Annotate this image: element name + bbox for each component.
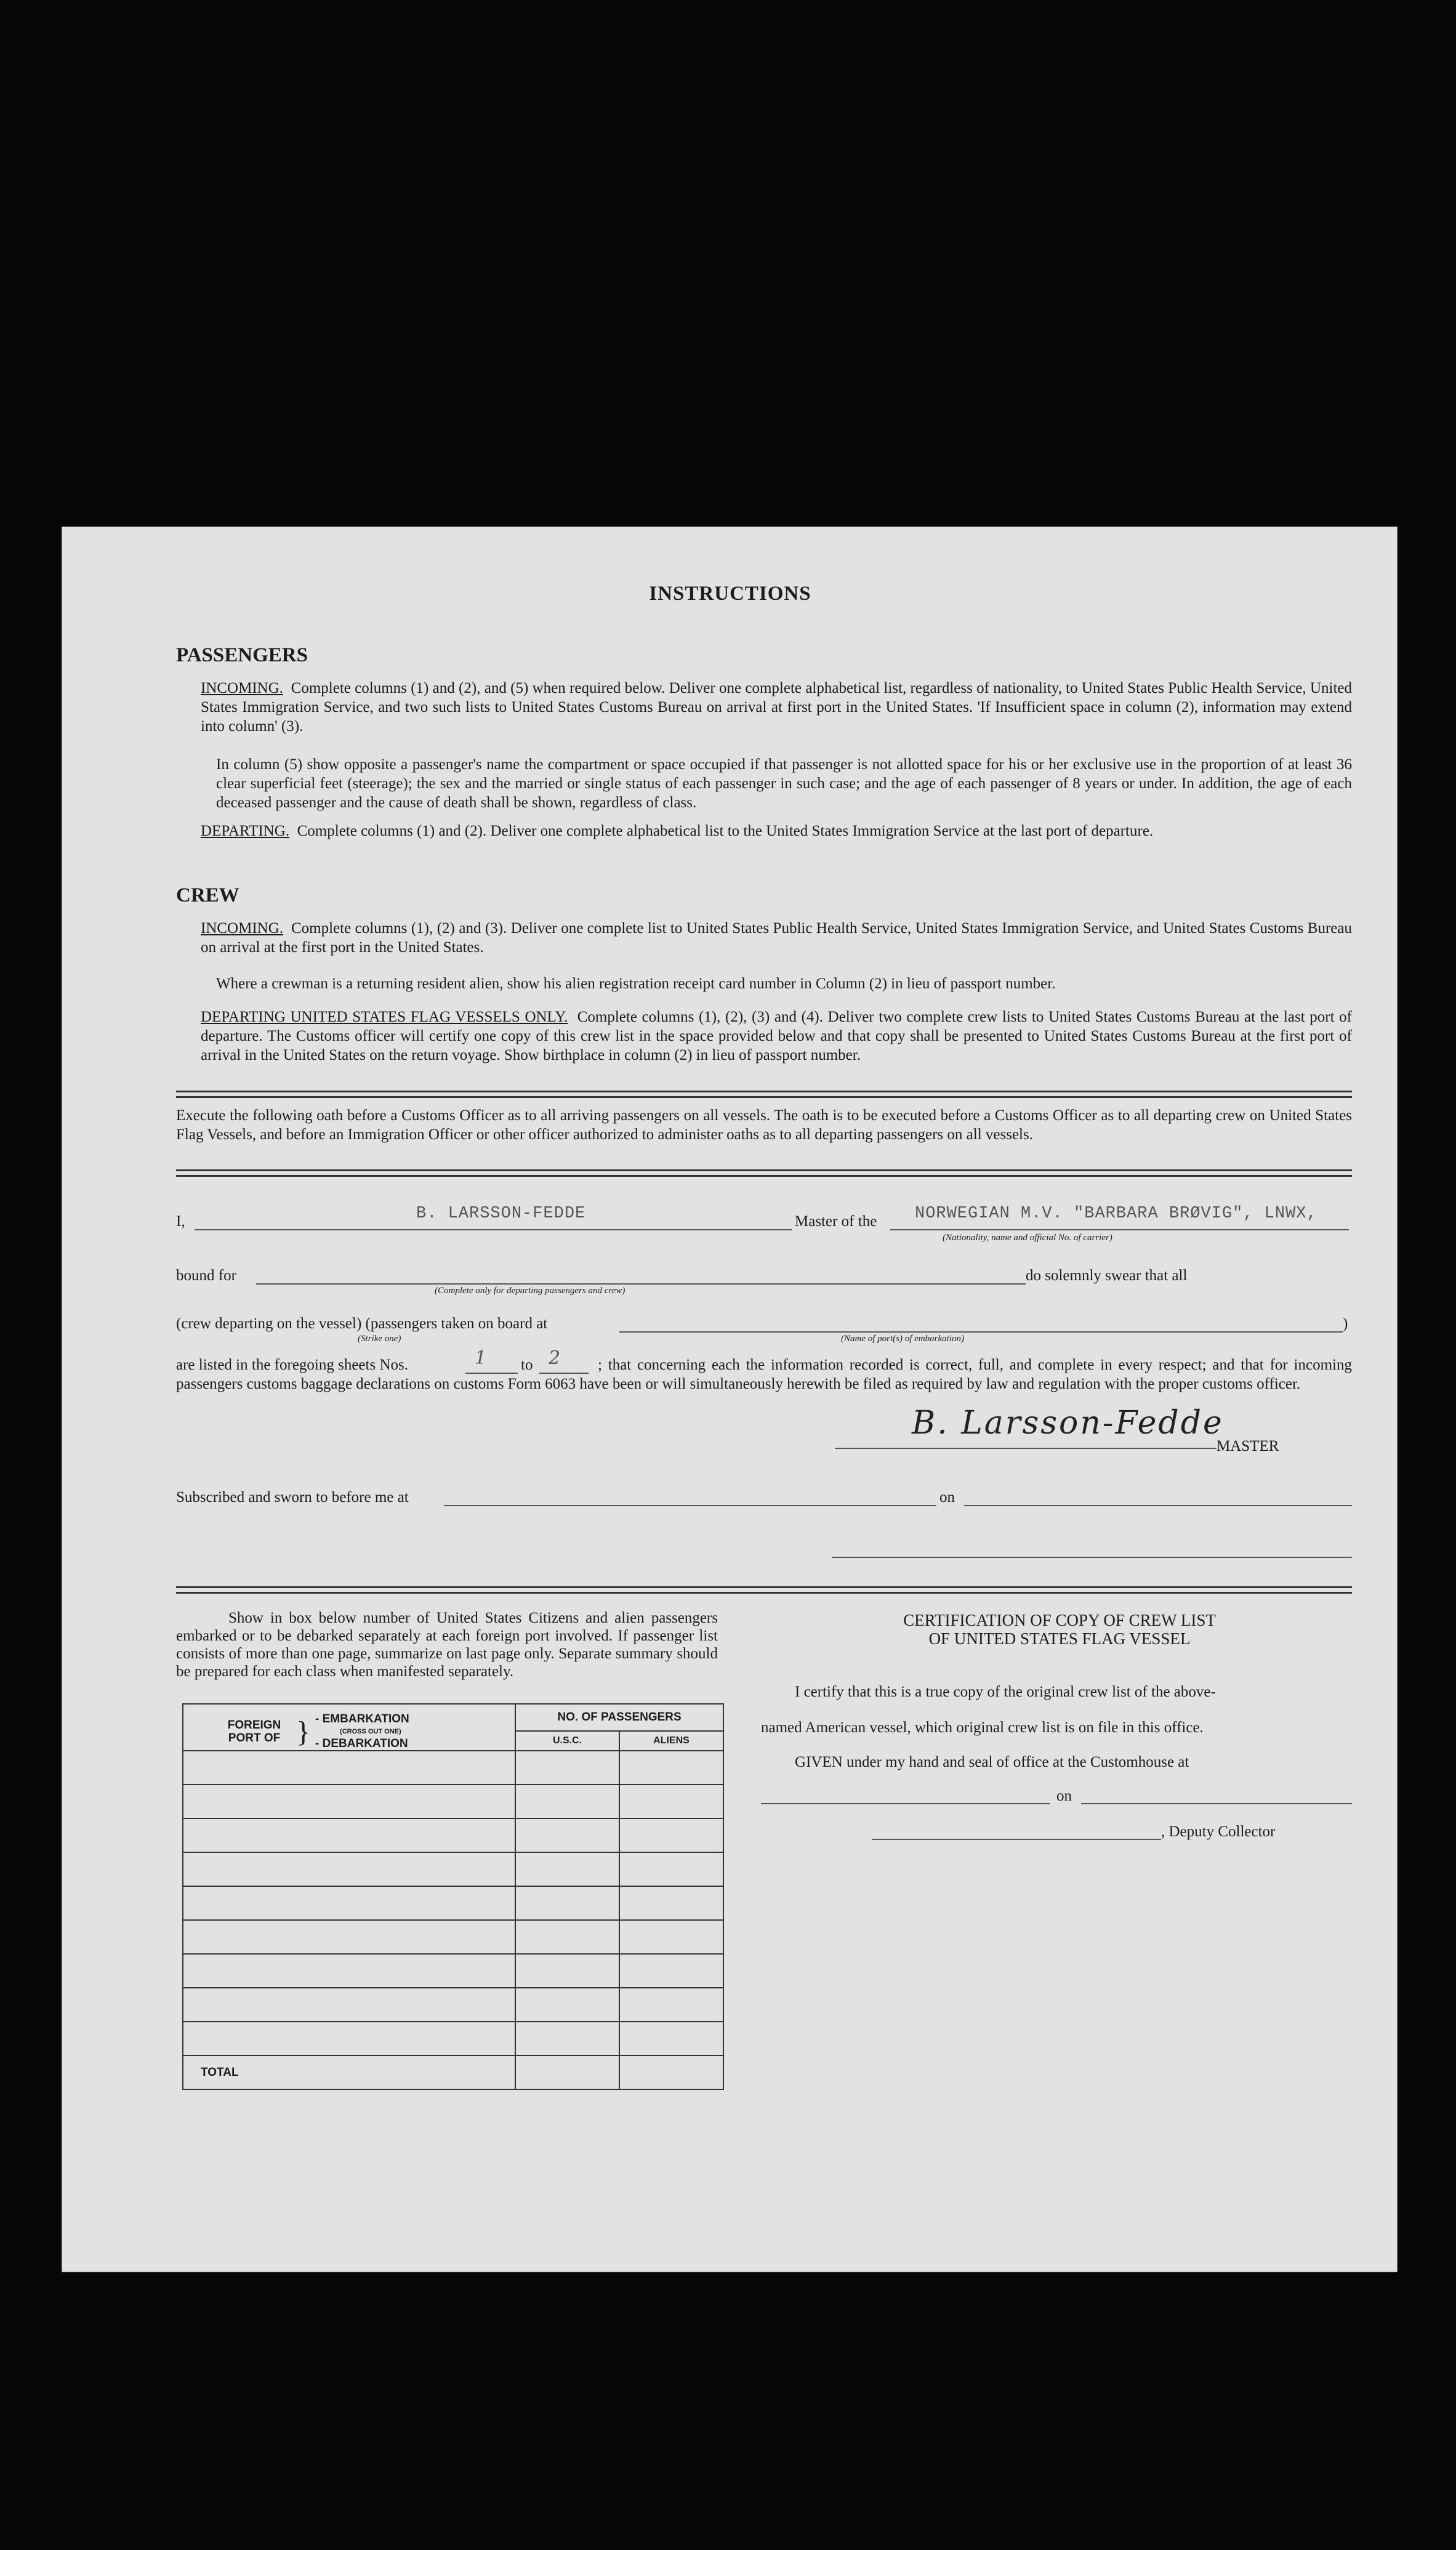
double-rule <box>176 1091 1352 1098</box>
passengers-incoming-paragraph <box>201 679 1352 736</box>
given-text: GIVEN under my hand and seal of office at the Customhouse at <box>795 1754 1189 1770</box>
port-header-cell <box>183 1704 515 1751</box>
passengers-departing-paragraph <box>201 821 1352 841</box>
crew-heading: CREW <box>176 884 239 906</box>
swear-label: do solemnly swear that all <box>1026 1267 1188 1284</box>
master-of-label: Master of the <box>795 1213 877 1230</box>
double-rule <box>176 1169 1352 1177</box>
embarkation-label: - EMBARKATION <box>315 1713 409 1725</box>
vessel-value: NORWEGIAN M.V. "BARBARA BRØVIG", LNWX, <box>915 1204 1317 1223</box>
master-name-value: B. LARSSON-FEDDE <box>416 1204 586 1223</box>
table-row <box>183 1852 723 1886</box>
listed-rest: ; that concerning each the information recorded is correct, full, and complete in every respect; and that for incoming passengers customs baggage declarations on customs Form 6063 have been or will simultaneously herewith be filed as required by law and regulation with the proper customs officer. <box>176 1357 1352 1392</box>
passengers-column5-paragraph: In column (5) show opposite a passenger's name the compartment or space occupied if that passenger is not allotted space for his or her exclusive use in the proportion of at least 36 clear superficial feet (steerage); the sex and the married or single status of each passenger in such case; and the age of each passenger of 8 years or under. In addition, the age of each deceased passenger and the cause of death shall be shown, regardless of class. <box>216 756 1352 811</box>
strike-caption: (Strike one) <box>358 1334 401 1344</box>
table-row <box>183 1988 723 2022</box>
crew-flag-text: Complete columns (1), (2), (3) and (4). Deliver two complete crew lists to United States Customs Bureau at the last port of departure. The Customs officer will certify one copy of this crew list in the space provided below and that copy shall be presented to United States Customs Bureau at the first port of arrival in the United States on the return voyage. Show birthplace in column (2) in lieu of passport number. <box>201 1009 1353 1063</box>
crew-departing-label: (crew departing on the vessel) (passengers taken on board at <box>176 1315 548 1332</box>
subscribed-on-label: on <box>939 1489 955 1506</box>
vessel-caption: (Nationality, name and official No. of carrier) <box>943 1233 1112 1243</box>
table-row <box>183 1920 723 1954</box>
crew-incoming-label: INCOMING. <box>201 920 284 937</box>
bound-for-line <box>256 1283 1026 1285</box>
oath-i-label: I, <box>176 1213 185 1230</box>
ports-line <box>619 1331 1343 1333</box>
instruction-sheet <box>62 527 1398 2272</box>
signature-line <box>835 1448 1217 1449</box>
crew-incoming-paragraph <box>201 919 1352 957</box>
no-passengers-header: NO. OF PASSENGERS <box>515 1704 723 1731</box>
passengers-incoming-label: INCOMING. <box>201 680 284 696</box>
total-row <box>183 2056 723 2089</box>
certify-line1: I certify that this is a true copy of the original crew list of the above- <box>795 1684 1216 1700</box>
brace-glyph: } <box>296 1715 311 1748</box>
table-row <box>183 2022 723 2056</box>
passenger-summary-table <box>182 1703 724 2090</box>
subscribed-place-line <box>444 1505 936 1506</box>
subscribed-label: Subscribed and sworn to before me at <box>176 1489 409 1506</box>
master-label: MASTER <box>1217 1438 1279 1455</box>
table-row <box>183 1785 723 1818</box>
crew-incoming-text: Complete columns (1), (2) and (3). Deliver one complete list to United States Public Health Service, United States Immigration Service, and United States Customs Bureau on arrival at the first port in the United States. <box>201 920 1352 956</box>
sheet-from-value: 1 <box>475 1347 487 1369</box>
table-row <box>183 1818 723 1852</box>
to-label: to <box>521 1357 533 1373</box>
officer-signature-line <box>832 1557 1352 1558</box>
bound-caption: (Complete only for departing passengers and crew) <box>435 1286 625 1296</box>
ports-caption: (Name of port(s) of embarkation) <box>841 1334 964 1344</box>
aliens-header: ALIENS <box>619 1731 723 1751</box>
deputy-signature-line <box>872 1839 1161 1840</box>
certification-title-line1: CERTIFICATION OF COPY OF CREW LIST <box>903 1611 1216 1629</box>
bound-for-label: bound for <box>176 1267 236 1284</box>
master-signature: B. Larsson-Fedde <box>912 1405 1224 1442</box>
page-title: INSTRUCTIONS <box>649 583 811 605</box>
customhouse-line <box>761 1803 1050 1804</box>
certification-title-line2: OF UNITED STATES FLAG VESSEL <box>928 1629 1191 1648</box>
vessel-line <box>890 1229 1349 1230</box>
certify-line2: named American vessel, which original crew list is on file in this office. <box>761 1719 1204 1736</box>
master-name-line <box>195 1229 792 1230</box>
certification-on-label: on <box>1056 1788 1072 1804</box>
summary-instructions: Show in box below number of United States Citizens and alien passengers embarked or to be debarked separately at each foreign port involved. If passenger list consists of more than one page, summarize on last page only. Separate summary should be prepared for each class when manifested separately. <box>176 1610 718 1680</box>
passengers-departing-text: Complete columns (1) and (2). Deliver one complete alphabetical list to the United States Immigration Service at the last port of departure. <box>297 823 1154 839</box>
debarkation-label: - DEBARKATION <box>315 1737 408 1750</box>
total-label: TOTAL <box>183 2056 515 2089</box>
passengers-heading: PASSENGERS <box>176 644 308 666</box>
deputy-collector-label: , Deputy Collector <box>1161 1823 1276 1840</box>
subscribed-date-line <box>964 1505 1352 1506</box>
usc-header: U.S.C. <box>515 1731 619 1751</box>
double-rule <box>176 1586 1352 1594</box>
table-row <box>183 1954 723 1988</box>
foreign-port-label: FOREIGN PORT OF <box>227 1719 281 1745</box>
certification-title <box>767 1611 1352 1648</box>
cross-out-label: (CROSS OUT ONE) <box>340 1728 401 1735</box>
close-paren: ) <box>1343 1315 1348 1332</box>
listed-prefix: are listed in the foregoing sheets Nos. <box>176 1357 408 1373</box>
certification-date-line <box>1081 1803 1352 1804</box>
sheet-to-value: 2 <box>549 1347 561 1369</box>
passengers-incoming-text: Complete columns (1) and (2), and (5) when required below. Deliver one complete alphabetical list, regardless of nationality, to United States Public Health Service, United States Immigration Service, and two such lists to United States Customs Bureau on arrival at first port in the United States. 'If Insufficient space in column (2), information may extend into column' (3). <box>201 680 1353 735</box>
passengers-departing-label: DEPARTING. <box>201 823 290 839</box>
oath-intro-paragraph: Execute the following oath before a Customs Officer as to all arriving passengers on all vessels. The oath is to be executed before a Customs Officer as to all departing crew on United States Flag Vessels, and before an Immigration Officer or other officer authorized to administer oaths as to all departing passengers on all vessels. <box>176 1107 1352 1143</box>
table-row <box>183 1886 723 1920</box>
crew-returning-paragraph: Where a crewman is a returning resident alien, show his alien registration receipt card number in Column (2) in lieu of passport number. <box>216 975 1056 992</box>
table-row <box>183 1751 723 1785</box>
crew-flag-label: DEPARTING UNITED STATES FLAG VESSELS ONLY. <box>201 1009 568 1025</box>
crew-flag-paragraph <box>201 1007 1352 1065</box>
